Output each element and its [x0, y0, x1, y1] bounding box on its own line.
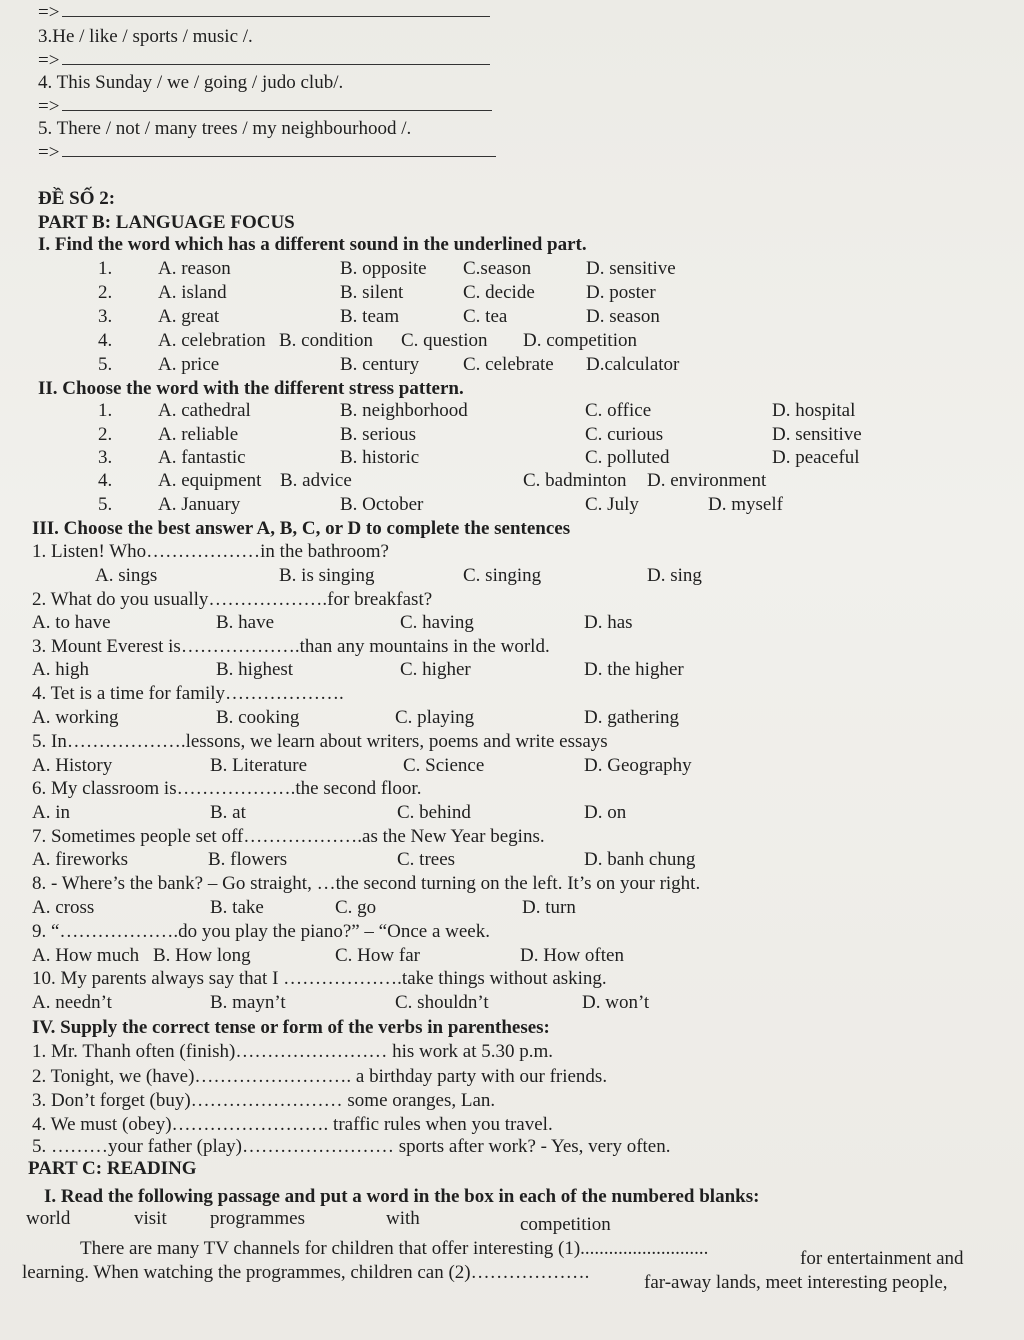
option-c: C. behind	[397, 802, 471, 823]
mcq-question: 10. My parents always say that I ……………….take things without asking.	[32, 968, 607, 989]
option-a: A. January	[158, 494, 241, 515]
option-c: C.season	[463, 258, 532, 279]
option-d: D. gathering	[584, 707, 679, 728]
option-d: D. How often	[520, 945, 624, 966]
option-a: A. island	[158, 282, 227, 303]
option-b: B. neighborhood	[340, 400, 468, 421]
option-a: A. great	[158, 306, 220, 327]
mcq-question: 5. In……………….lessons, we learn about writers, poems and write essays	[32, 731, 608, 752]
question-number: 4.	[98, 470, 113, 491]
option-b: B. opposite	[340, 258, 427, 279]
option-a: A. to have	[32, 612, 111, 633]
option-c: C. higher	[400, 659, 471, 680]
answer-arrow: =>	[38, 2, 60, 23]
option-a: A. sings	[95, 565, 158, 586]
option-c: C. curious	[585, 424, 664, 445]
answer-line	[62, 110, 492, 111]
option-a: A. cathedral	[158, 400, 251, 421]
sentence-prompt: 3.He / like / sports / music /.	[38, 26, 253, 47]
option-a: A. History	[32, 755, 113, 776]
mcq-question: 8. - Where’s the bank? – Go straight, …the second turning on the left. It’s on your right.	[32, 873, 701, 894]
option-c: C. badminton	[523, 470, 627, 491]
option-d: D. has	[584, 612, 633, 633]
option-c: C. How far	[335, 945, 420, 966]
option-c: C. polluted	[585, 447, 670, 468]
option-d: D. peaceful	[772, 447, 860, 468]
option-c: C. tea	[463, 306, 508, 327]
option-b: B. silent	[340, 282, 404, 303]
passage-line: learning. When watching the programmes, children can (2)……………….	[22, 1262, 590, 1283]
sentence-prompt: 4. This Sunday / we / going / judo club/.	[38, 72, 344, 93]
answer-line	[62, 16, 490, 17]
verb-question: 2. Tonight, we (have)……………………. a birthday party with our friends.	[32, 1066, 608, 1087]
option-d: D. banh chung	[584, 849, 696, 870]
mcq-question: 3. Mount Everest is……………….than any mountains in the world.	[32, 636, 550, 657]
option-b: B. advice	[280, 470, 352, 491]
section-2-title: II. Choose the word with the different stress pattern.	[38, 378, 464, 399]
option-a: A. reliable	[158, 424, 239, 445]
option-a: A. needn’t	[32, 992, 112, 1013]
option-d: D. hospital	[772, 400, 856, 421]
option-b: B. historic	[340, 447, 420, 468]
section-4-title: IV. Supply the correct tense or form of the verbs in parentheses:	[32, 1017, 550, 1038]
section-3-title: III. Choose the best answer A, B, C, or D to complete the sentences	[32, 518, 571, 539]
option-a: A. equipment	[158, 470, 262, 491]
verb-question: 4. We must (obey)……………………. traffic rules when you travel.	[32, 1114, 553, 1135]
mcq-question: 2. What do you usually……………….for breakfast?	[32, 589, 433, 610]
option-b: B. Literature	[210, 755, 308, 776]
verb-question: 3. Don’t forget (buy)…………………… some oranges, Lan.	[32, 1090, 496, 1111]
option-a: A. celebration	[158, 330, 266, 351]
mcq-question: 9. “……………….do you play the piano?” – “Once a week.	[32, 921, 490, 942]
option-b: B. serious	[340, 424, 416, 445]
answer-arrow: =>	[38, 142, 60, 163]
option-b: B. condition	[279, 330, 373, 351]
sentence-prompt: 5. There / not / many trees / my neighbourhood /.	[38, 118, 412, 139]
answer-line	[62, 156, 496, 157]
option-b: B. take	[210, 897, 264, 918]
word-box-item: competition	[520, 1214, 611, 1235]
word-box-item: with	[386, 1208, 420, 1229]
option-d: D. season	[586, 306, 660, 327]
option-a: A. fireworks	[32, 849, 129, 870]
option-c: C. trees	[397, 849, 456, 870]
answer-arrow: =>	[38, 50, 60, 71]
question-number: 1.	[98, 258, 113, 279]
mcq-question: 6. My classroom is……………….the second floor.	[32, 778, 422, 799]
option-d: D. myself	[708, 494, 783, 515]
reading-task-title: I. Read the following passage and put a word in the box in each of the numbered blanks:	[44, 1186, 760, 1207]
option-b: B. have	[216, 612, 275, 633]
option-c: C. celebrate	[463, 354, 554, 375]
question-number: 2.	[98, 424, 113, 445]
question-number: 4.	[98, 330, 113, 351]
answer-arrow: =>	[38, 96, 60, 117]
passage-line: There are many TV channels for children that offer interesting (1)...........................	[80, 1238, 709, 1259]
part-b-title: PART B: LANGUAGE FOCUS	[38, 212, 295, 233]
option-d: D. sensitive	[586, 258, 676, 279]
verb-question: 1. Mr. Thanh often (finish)…………………… his work at 5.30 p.m.	[32, 1041, 554, 1062]
word-box-item: world	[26, 1208, 71, 1229]
option-b: B. team	[340, 306, 400, 327]
passage-line: far-away lands, meet interesting people,	[644, 1272, 948, 1293]
option-a: A. working	[32, 707, 119, 728]
option-b: B. mayn’t	[210, 992, 286, 1013]
option-a: A. How much	[32, 945, 140, 966]
mcq-question: 4. Tet is a time for family……………….	[32, 683, 344, 704]
mcq-question: 1. Listen! Who………………in the bathroom?	[32, 541, 389, 562]
option-b: B. October	[340, 494, 424, 515]
option-d: D. on	[584, 802, 627, 823]
mcq-question: 7. Sometimes people set off……………….as the New Year begins.	[32, 826, 545, 847]
exam-title: ĐỀ SỐ 2:	[38, 188, 116, 209]
option-a: A. reason	[158, 258, 231, 279]
option-a: A. in	[32, 802, 70, 823]
option-d: D. sensitive	[772, 424, 862, 445]
word-box-item: visit	[134, 1208, 167, 1229]
question-number: 1.	[98, 400, 113, 421]
option-b: B. highest	[216, 659, 294, 680]
question-number: 3.	[98, 447, 113, 468]
passage-line: for entertainment and	[800, 1248, 964, 1269]
option-a: A. fantastic	[158, 447, 246, 468]
option-c: C. go	[335, 897, 377, 918]
word-box-item: programmes	[210, 1208, 305, 1229]
question-number: 2.	[98, 282, 113, 303]
option-c: C. singing	[463, 565, 542, 586]
section-1-title: I. Find the word which has a different sound in the underlined part.	[38, 234, 587, 255]
part-c-title: PART C: READING	[28, 1158, 197, 1179]
option-d: D. the higher	[584, 659, 684, 680]
option-b: B. cooking	[216, 707, 300, 728]
option-c: C. playing	[395, 707, 475, 728]
question-number: 5.	[98, 494, 113, 515]
option-d: D. Geography	[584, 755, 692, 776]
answer-line	[62, 64, 490, 65]
option-d: D.calculator	[586, 354, 680, 375]
option-a: A. cross	[32, 897, 95, 918]
option-b: B. at	[210, 802, 246, 823]
option-d: D. competition	[523, 330, 637, 351]
option-a: A. high	[32, 659, 89, 680]
option-b: B. is singing	[279, 565, 375, 586]
option-d: D. turn	[522, 897, 576, 918]
question-number: 5.	[98, 354, 113, 375]
option-c: C. question	[401, 330, 488, 351]
option-c: C. having	[400, 612, 474, 633]
option-b: B. flowers	[208, 849, 288, 870]
option-d: D. poster	[586, 282, 656, 303]
option-b: B. century	[340, 354, 420, 375]
option-d: D. won’t	[582, 992, 650, 1013]
option-c: C. Science	[403, 755, 485, 776]
option-c: C. office	[585, 400, 652, 421]
option-b: B. How long	[153, 945, 251, 966]
option-c: C. shouldn’t	[395, 992, 489, 1013]
option-d: D. environment	[647, 470, 767, 491]
question-number: 3.	[98, 306, 113, 327]
option-a: A. price	[158, 354, 220, 375]
verb-question: 5. ………your father (play)…………………… sports after work? - Yes, very often.	[32, 1136, 671, 1157]
option-c: C. decide	[463, 282, 535, 303]
option-c: C. July	[585, 494, 639, 515]
option-d: D. sing	[647, 565, 702, 586]
